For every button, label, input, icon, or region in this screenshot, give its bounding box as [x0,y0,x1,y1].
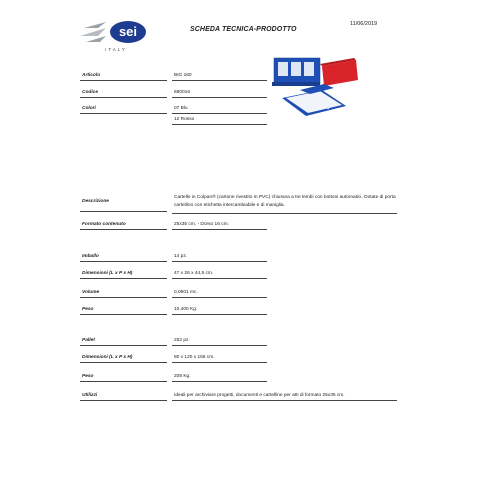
page-title: SCHEDA TECNICA-PRODOTTO [190,26,297,33]
value-peso-pallet: 208 Kg. [174,374,191,379]
divider [80,278,167,279]
value-imballo: 14 pz. [174,254,188,259]
value-articolo: BIG 160 [174,73,192,78]
divider [80,314,167,315]
divider [80,345,167,346]
label-utilizzi: Utilizzi [82,393,98,398]
divider [172,80,267,81]
value-formato: 25x35 cm. - Dorso 16 cm. [174,222,229,227]
divider [80,400,167,401]
divider [172,229,267,230]
value-pallet: 252 pz. [174,338,190,343]
label-imballo: Imballo [82,254,99,259]
value-dimensioni-pallet: 80 x 120 x 155 cm. [174,355,215,360]
divider [80,80,167,81]
label-volume: Volume [82,290,100,295]
divider [80,97,167,98]
divider [172,124,267,125]
value-utilizzi: Ideali per archiviare progetti, documenti e cartelline per atti di formato 25x35 cm. [174,393,345,398]
divider [172,400,397,401]
divider [172,213,397,214]
label-dimensioni-imballo: Dimensioni (L x P x H) [82,271,133,276]
label-articolo: Articolo [82,73,101,78]
logo-wordmark: sei [118,24,138,39]
value-codice: 680016 [174,90,191,95]
label-descrizione: Descrizione [82,199,109,204]
divider [80,261,167,262]
label-peso-imballo: Peso [82,307,94,312]
divider [172,345,267,346]
label-peso-pallet: Peso [82,374,94,379]
label-formato: Formato contenuto [82,222,126,227]
divider [172,113,267,114]
divider [172,314,267,315]
divider [172,97,267,98]
value-colori-1: 07 Blu [174,106,188,111]
logo-subtext: ITALY [105,47,127,52]
value-descrizione: Cartelle in Colpan® (cartone rivestito in PVC) chiusura a tre lembi con bottoni automatici. Dotate di porta cartellino con etichetta intercambiabile e di maniglia. [174,195,396,208]
value-peso-imballo: 10,400 Kg. [174,307,198,312]
divider [172,381,267,382]
divider [172,278,267,279]
divider [80,113,167,114]
label-codice: Codice [82,90,98,95]
divider [80,381,167,382]
value-volume: 0,0601 mc. [174,290,198,295]
document-date: 11/06/2019 [350,21,378,27]
product-image [270,54,360,124]
divider [80,297,167,298]
divider [80,211,167,212]
divider [172,261,267,262]
value-dimensioni-imballo: 47 x 26 x 44,5 cm. [174,271,214,276]
divider [80,229,167,230]
divider [172,297,267,298]
divider [172,362,267,363]
value-colori-2: 12 Rosso [174,117,195,122]
label-dimensioni-pallet: Dimensioni (L x P x H) [82,355,133,360]
sei-logo [76,14,156,54]
label-pallet: Pallet [82,338,95,343]
label-colori: Colori [82,106,96,111]
divider [80,362,167,363]
